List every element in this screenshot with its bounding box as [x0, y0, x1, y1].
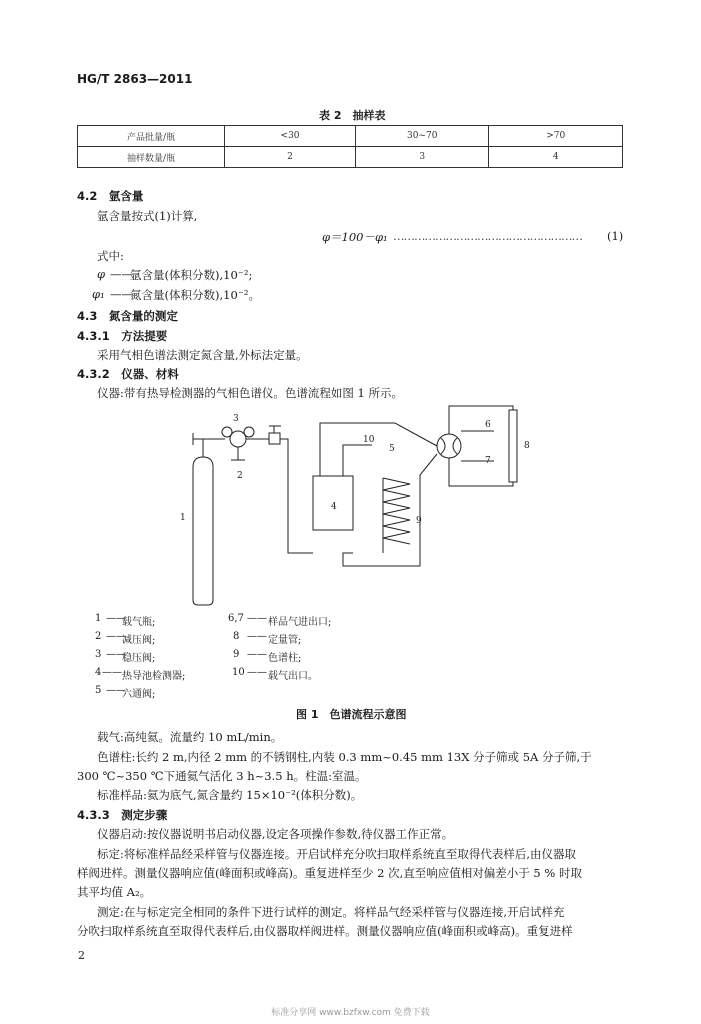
page-number: 2	[78, 949, 85, 962]
section-4-3-2-heading: 4.3.2 仪器、材料	[77, 367, 179, 381]
six-port-valve-shape	[437, 434, 461, 458]
table-cell: 2	[225, 147, 356, 168]
section-4-3-heading: 4.3 氮含量的测定	[77, 309, 178, 323]
pipe	[280, 439, 313, 553]
paragraph: 样阀进样。测量仪器响应值(峰面积或峰高)。重复进样至少 2 次,直至响应值相对偏差小于 5 % 时取	[77, 866, 582, 880]
footer-watermark: 标准分享网 www.bzfxw.com 免费下载	[271, 1008, 430, 1018]
table-cell: <30	[225, 126, 356, 147]
formula-leader-dots: ………………………………………………	[393, 229, 582, 243]
legend-dash: ——	[247, 631, 267, 642]
legend-no: 6,7	[228, 613, 244, 624]
symbol-definition: 氩含量(体积分数),10⁻²;	[130, 268, 253, 282]
loop-pipe	[449, 406, 513, 434]
callout-4: 4	[331, 502, 337, 512]
pressure-reducer-body	[230, 431, 246, 447]
symbol: φ₁	[92, 287, 105, 301]
legend-no: 1	[95, 613, 102, 624]
paragraph: 仪器启动:按仪器说明书启动仪器,设定各项操作参数,待仪器工作正常。	[97, 827, 454, 841]
pressure-gauge-left	[222, 427, 232, 437]
legend-dash: ——	[247, 613, 267, 624]
legend-no: 3	[95, 649, 102, 660]
legend-no: 8	[233, 631, 240, 642]
table-2-caption: 表 2 抽样表	[319, 109, 386, 122]
callout-5: 5	[389, 444, 395, 454]
legend-text: 载气出口。	[268, 671, 318, 682]
standard-code-header: HG/T 2863—2011	[77, 72, 193, 86]
symbol-dash: ——	[110, 267, 133, 281]
legend-dash: ——	[106, 631, 126, 642]
symbol-dash: ——	[110, 287, 133, 301]
callout-1: 1	[180, 513, 186, 523]
loop-pipe	[449, 458, 513, 486]
legend-text: 载气瓶;	[122, 617, 156, 628]
callout-8: 8	[524, 441, 530, 451]
paragraph: 测定:在与标定完全相同的条件下进行试样的测定。将样品气经采样管与仪器连接,开启试样充	[97, 905, 565, 919]
legend-dash: ——	[106, 685, 126, 696]
legend-no: 5	[95, 685, 102, 696]
callout-7: 7	[485, 456, 491, 466]
valve-passage	[453, 438, 457, 454]
legend-text: 减压阀;	[122, 635, 156, 646]
pipe	[343, 454, 437, 566]
paragraph: 色谱柱:长约 2 m,内径 2 mm 的不锈钢柱,内装 0.3 mm~0.45 mm 13X 分子筛或 5A 分子筛,于	[97, 750, 592, 764]
figure-1-caption: 图 1 色谱流程示意图	[296, 708, 407, 721]
paragraph: 分吹扫取样系统直至取得代表样后,由仪器取样阀进样。测量仪器响应值(峰面积或峰高)。重复进样	[77, 924, 573, 938]
legend-no: 4	[95, 667, 102, 678]
formula: φ＝100－φ₁	[322, 230, 388, 244]
legend-dash: ——	[106, 613, 126, 624]
callout-6: 6	[485, 420, 491, 430]
pressure-gauge-right	[244, 427, 254, 437]
symbol: φ	[97, 267, 106, 281]
legend-text: 热导池检测器;	[122, 671, 186, 682]
legend-dash: ——	[247, 649, 267, 660]
legend-text: 稳压阀;	[122, 653, 156, 664]
callout-10: 10	[363, 435, 375, 445]
legend-text: 定量管;	[268, 635, 302, 646]
valve-passage	[441, 438, 445, 454]
section-4-2-heading: 4.2 氩含量	[77, 189, 144, 203]
callout-2: 2	[237, 471, 243, 481]
formula-number: (1)	[607, 229, 624, 243]
legend-no: 2	[95, 631, 102, 642]
legend-dash: ——	[247, 667, 267, 678]
paragraph: 300 ℃~350 ℃下通氦气活化 3 h~3.5 h。柱温:室温。	[77, 769, 367, 783]
legend-dash: ——	[102, 667, 122, 678]
pipe	[320, 423, 437, 476]
where-label: 式中:	[97, 249, 124, 263]
legend-no: 9	[233, 649, 240, 660]
sample-loop-shape	[509, 410, 517, 482]
table-cell: 4	[489, 147, 623, 168]
paragraph: 标定:将标准样品经采样管与仪器连接。开启试样充分吹扫取样系统直至取得代表样后,由仪器取	[97, 847, 577, 861]
symbol-definition: 氮含量(体积分数),10⁻²。	[130, 288, 260, 302]
legend-text: 色谱柱;	[268, 653, 302, 664]
gas-cylinder-shape	[193, 457, 213, 605]
paragraph: 标准样品:氦为底气,氮含量约 15×10⁻²(体积分数)。	[97, 788, 363, 802]
stabilizer-valve-shape	[269, 433, 280, 444]
callout-3: 3	[233, 414, 239, 424]
paragraph: 采用气相色谱法测定氮含量,外标法定量。	[97, 348, 308, 362]
legend-text: 样品气进出口;	[268, 617, 332, 628]
table-cell: 3	[355, 147, 489, 168]
chromatographic-column-coil	[383, 478, 410, 544]
legend-no: 10	[232, 667, 245, 678]
callout-9: 9	[416, 516, 422, 526]
table-cell: >70	[489, 126, 623, 147]
section-4-3-3-heading: 4.3.3 测定步骤	[77, 808, 168, 822]
legend-text: 六通阀;	[122, 689, 156, 700]
section-4-3-1-heading: 4.3.1 方法提要	[77, 329, 168, 343]
paragraph: 氩含量按式(1)计算,	[97, 209, 198, 223]
legend-dash: ——	[106, 649, 126, 660]
paragraph: 仪器:带有热导检测器的气相色谱仪。色谱流程如图 1 所示。	[97, 386, 403, 400]
table-cell: 产品批量/瓶	[78, 126, 225, 147]
table-cell: 抽样数量/瓶	[78, 147, 225, 168]
paragraph: 其平均值 A₂。	[77, 885, 152, 899]
paragraph: 载气:高纯氦。流量约 10 mL/min。	[97, 730, 283, 744]
table-cell: 30~70	[355, 126, 489, 147]
carrier-outlet-pipe	[343, 445, 372, 476]
